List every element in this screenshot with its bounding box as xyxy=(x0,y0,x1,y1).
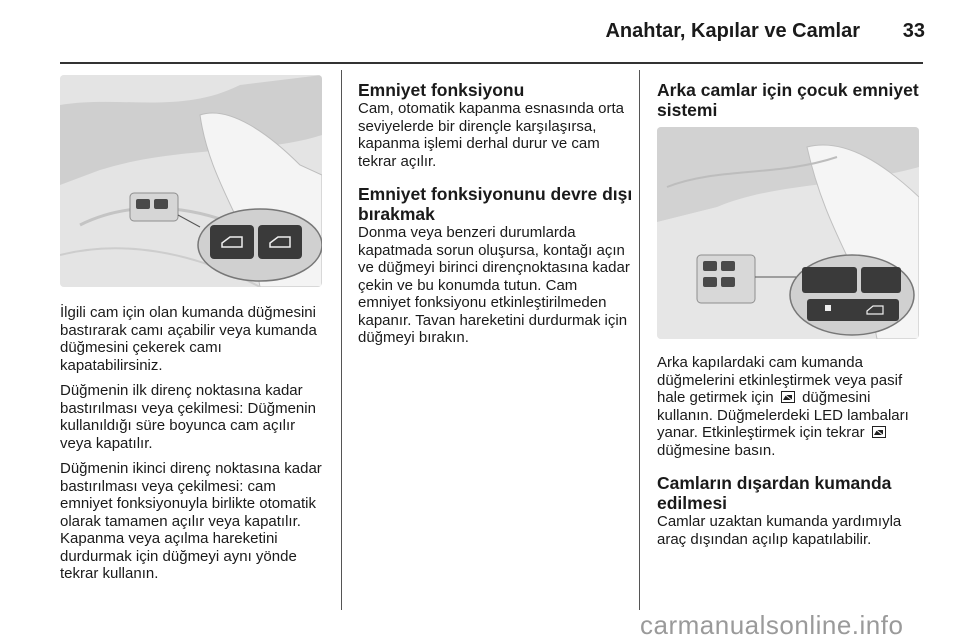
child-lock-window-icon xyxy=(872,426,886,438)
paragraph-child-lock xyxy=(657,354,927,459)
left-paragraph-1: İlgili cam için olan kumanda düğmesini bastırarak camı açabilir veya kumanda düğmesini çekerek camı kapatabilirsiniz. xyxy=(60,304,317,374)
right-column-top xyxy=(657,80,927,120)
heading-safety-function: Emniyet fonksiyonu xyxy=(358,80,525,100)
page-number: 33 xyxy=(902,20,925,42)
left-paragraph-3: Düğmenin ikinci direnç noktasına kadar bastırılması veya çekilmesi: cam emniyet fonksiyonuyla birlikte otomatik olarak tamamen açılır veya kapatılır. Kapanma veya açılma hareketini durdurmak için düğmeyi aynı yönde tekrar kullanın. xyxy=(60,460,322,582)
column-divider-1 xyxy=(341,70,342,610)
heading-child-lock: Arka camlar için çocuk emniyet sistemi xyxy=(657,80,919,120)
child-lock-window-icon xyxy=(781,391,795,403)
middle-column xyxy=(358,80,633,355)
window-switch-figure-right xyxy=(657,127,919,339)
paragraph-safety-function: Cam, otomatik kapanma esnasında orta seviyelerde bir dirençle karşılaşırsa, kapanma işlemi derhal durur ve cam tekrar açılır. xyxy=(358,100,624,170)
watermark: carmanualsonline.info xyxy=(640,610,904,640)
child-lock-text-a: Arka kapılardaki cam kumanda düğmelerini etkinleştirmek veya pasif hale getirmek için xyxy=(657,354,903,406)
child-lock-text-c: düğmesine basın. xyxy=(657,441,776,459)
left-column xyxy=(60,304,328,591)
left-paragraph-2: Düğmenin ilk direnç noktasına kadar bastırılması veya çekilmesi: Düğmenin kullanıldığı süre boyunca cam açılır veya kapatılır. xyxy=(60,382,316,452)
child-lock-text-b: düğmesini kullanın. Düğmelerdeki LED lambaları yanar. Etkinleştirmek için tekrar xyxy=(657,389,909,441)
heading-disable-safety: Emniyet fonksiyonunu devre dışı bırakmak xyxy=(358,184,633,224)
window-switch-figure-left xyxy=(60,75,322,287)
heading-remote-windows: Camların dışardan kumanda edilmesi xyxy=(657,473,892,513)
page-header-title: Anahtar, Kapılar ve Camlar xyxy=(605,20,860,42)
header-rule xyxy=(60,62,923,64)
paragraph-remote-windows: Camlar uzaktan kumanda yardımıyla araç dışından açılıp kapatılabilir. xyxy=(657,513,902,548)
right-column-bottom xyxy=(657,354,927,556)
paragraph-disable-safety: Donma veya benzeri durumlarda kapatmada sorun oluşursa, kontağı açın ve düğmeyi birinci dirençnoktasına kadar çekin ve bu konumda tutun. Cam emniyet fonksiyonu etkinleştirilmeden kapanır. Tavan hareketini durdurmak için düğmeyi bırakın. xyxy=(358,224,630,346)
column-divider-2 xyxy=(639,70,640,610)
